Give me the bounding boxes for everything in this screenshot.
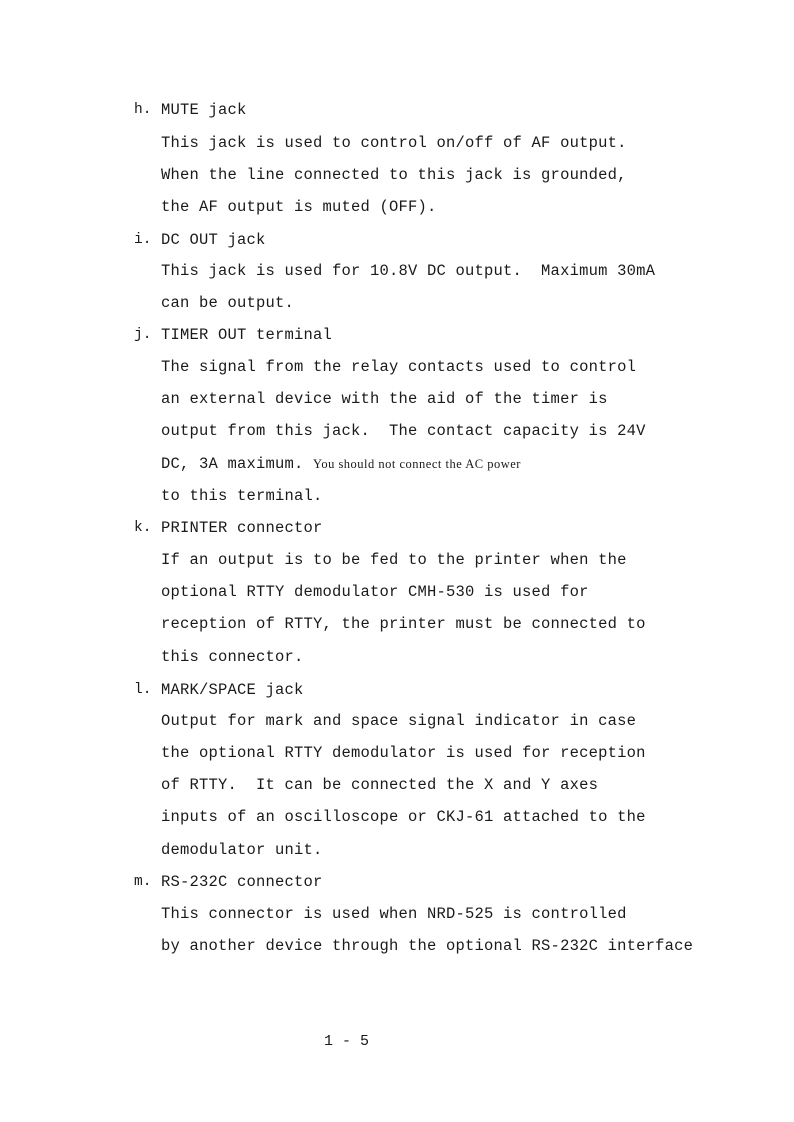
body-line: by another device through the optional RS-232C interface (161, 937, 694, 955)
section-heading-mute-jack: MUTE jack (161, 101, 247, 119)
body-line: of RTTY. It can be connected the X and Y axes (161, 776, 599, 794)
page-number: 1 - 5 (324, 1033, 370, 1050)
section-marker-h: h. (134, 102, 152, 118)
body-line-mixed (161, 454, 521, 474)
body-line: the AF output is muted (OFF). (161, 198, 437, 216)
section-heading-printer-connector: PRINTER connector (161, 519, 323, 537)
body-line: This jack is used for 10.8V DC output. Maximum 30mA (161, 262, 656, 280)
body-line: an external device with the aid of the timer is (161, 390, 608, 408)
body-line: the optional RTTY demodulator is used for reception (161, 744, 646, 762)
section-marker-l: l. (134, 682, 152, 698)
body-line: If an output is to be fed to the printer when the (161, 551, 627, 569)
body-line: When the line connected to this jack is grounded, (161, 166, 627, 184)
body-line: to this terminal. (161, 487, 323, 505)
section-marker-k: k. (134, 520, 152, 536)
section-heading-rs232c-connector: RS-232C connector (161, 873, 323, 891)
body-line: This connector is used when NRD-525 is controlled (161, 905, 627, 923)
body-text-warning-note: You should not connect the AC power (313, 457, 521, 471)
body-line: optional RTTY demodulator CMH-530 is used for (161, 583, 589, 601)
body-line: The signal from the relay contacts used to control (161, 358, 637, 376)
body-line: output from this jack. The contact capacity is 24V (161, 422, 646, 440)
section-marker-j: j. (134, 327, 152, 343)
body-line: reception of RTTY, the printer must be connected to (161, 615, 646, 633)
section-marker-m: m. (134, 874, 152, 890)
body-line: can be output. (161, 294, 295, 312)
body-line: this connector. (161, 648, 304, 666)
section-marker-i: i. (134, 232, 152, 248)
body-line: inputs of an oscilloscope or CKJ-61 attached to the (161, 808, 646, 826)
body-line: demodulator unit. (161, 841, 323, 859)
section-heading-timer-out-terminal: TIMER OUT terminal (161, 326, 333, 344)
section-heading-mark-space-jack: MARK/SPACE jack (161, 681, 304, 699)
body-text-dc-rating: DC, 3A maximum. (161, 455, 304, 473)
section-heading-dc-out-jack: DC OUT jack (161, 231, 266, 249)
body-line: This jack is used to control on/off of AF output. (161, 134, 627, 152)
body-line: Output for mark and space signal indicator in case (161, 712, 637, 730)
